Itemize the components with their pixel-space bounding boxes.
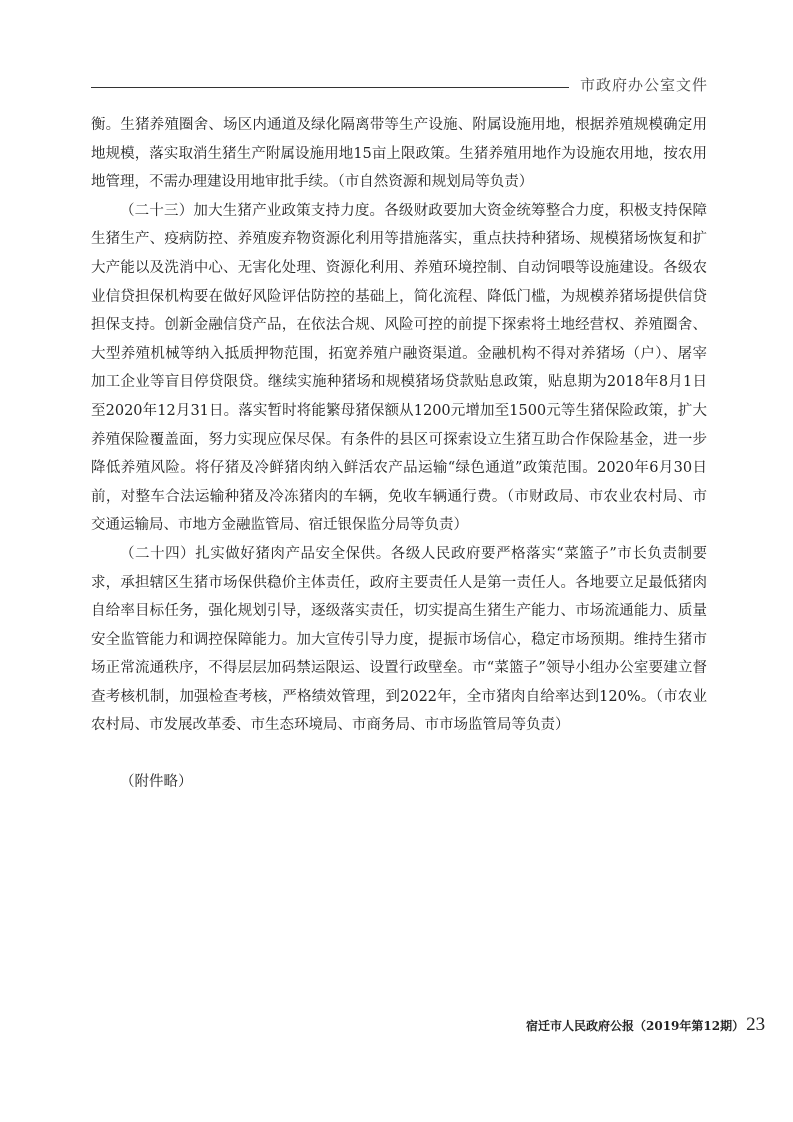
journal-title: 宿迁市人民政府公报（2019年第12期）	[526, 1019, 745, 1033]
attachment-note: （附件略）	[120, 774, 193, 791]
document-body	[91, 111, 707, 797]
page-footer	[526, 1014, 765, 1036]
paragraph-continuation: 衡。生猪养殖圈舍、场区内通道及绿化隔离带等生产设施、附属设施用地，根据养殖规模确定用地规模，落实取消生猪生产附属设施用地15亩上限政策。生猪养殖用地作为设施农用地，按农用地管理，不需办理建设用地审批手续。（市自然资源和规划局等负责）	[91, 117, 707, 191]
header-title: 市政府办公室文件	[580, 76, 709, 94]
paragraph-item-23: （二十三）加大生猪产业政策支持力度。各级财政要加大资金统筹整合力度，积极支持保障生猪生产、疫病防控、养殖废弃物资源化利用等措施落实，重点扶持种猪场、规模猪场恢复和扩大产能以及洗消中心、无害化处理、资源化利用、养殖环境控制、自动饲喂等设施建设。各级农业信贷担保机构要在做好风险评估防控的基础上，简化流程、降低门槛，为规模养猪场提供信贷担保支持。创新金融信贷产品，在依法合规、风险可控的前提下探索将土地经营权、养殖圈舍、大型养殖机械等纳入抵质押物范围，拓宽养殖户融资渠道。金融机构不得对养猪场（户）、屠宰加工企业等盲目停贷限贷。继续实施种猪场和规模猪场贷款贴息政策，贴息期为2018年8月1日至2020年12月31日。落实暂时将能繁母猪保额从1200元增加至1500元等生猪保险政策，扩大养殖保险覆盖面，努力实现应保尽保。有条件的县区可探索设立生猪互助合作保险基金，进一步降低养殖风险。将仔猪及冷鲜猪肉纳入鲜活农产品运输“绿色通道”政策范围。2020年6月30日前，对整车合法运输种猪及冷冻猪肉的车辆，免收车辆通行费。（市财政局、市农业农村局、市交通运输局、市地方金融监管局、宿迁银保监分局等负责）	[91, 202, 707, 534]
page-number: 23	[746, 1014, 766, 1035]
header-rule	[91, 87, 569, 88]
paragraph-item-24: （二十四）扎实做好猪肉产品安全保供。各级人民政府要严格落实“菜篮子”市长负责制要求，承担辖区生猪市场保供稳价主体责任，政府主要责任人是第一责任人。各地要立足最低猪肉自给率目标任务，强化规划引导，逐级落实责任，切实提高生猪生产能力、市场流通能力、质量安全监管能力和调控保障能力。加大宣传引导力度，提振市场信心，稳定市场预期。维持生猪市场正常流通秩序，不得层层加码禁运限运、设置行政壁垒。市“菜篮子”领导小组办公室要建立督查考核机制，加强检查考核，严格绩效管理，到2022年，全市猪肉自给率达到120%。（市农业农村局、市发展改革委、市生态环境局、市商务局、市市场监管局等负责）	[91, 545, 707, 734]
